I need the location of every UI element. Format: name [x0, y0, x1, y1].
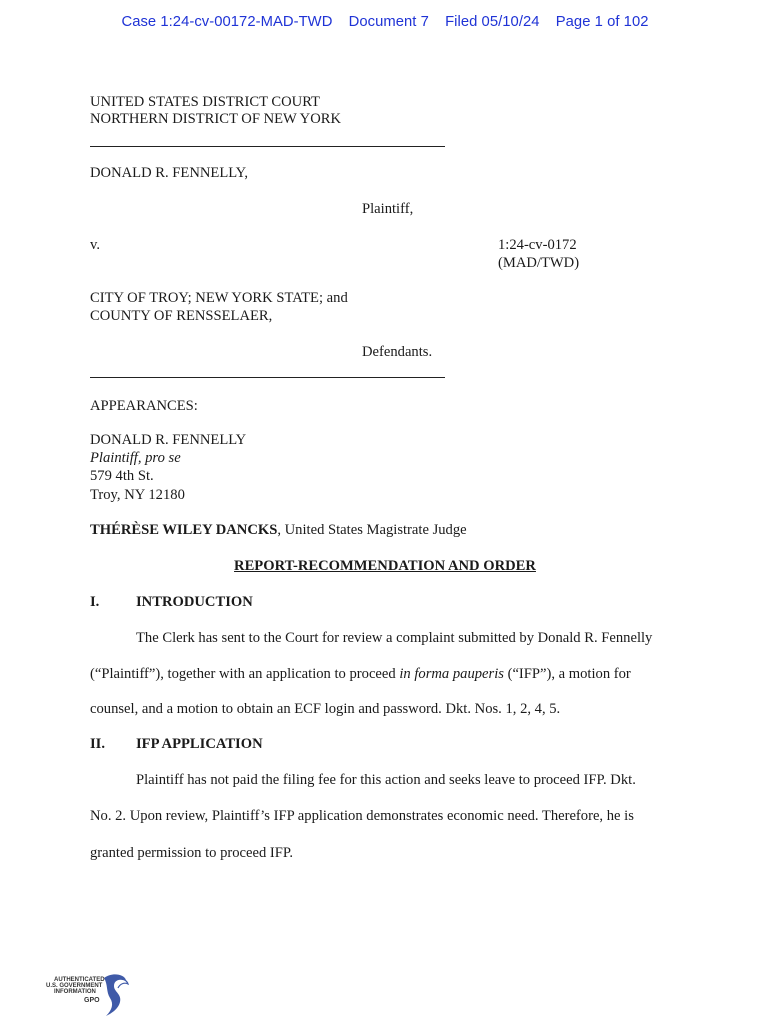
case-header — [0, 14, 770, 30]
case-number: Case 1:24-cv-00172-MAD-TWD — [121, 14, 333, 30]
case-judges-caption: (MAD/TWD) — [498, 255, 580, 271]
appearance-name: DONALD R. FENNELLY — [90, 432, 247, 448]
defendants-line2: COUNTY OF RENSSELAER, — [90, 308, 273, 324]
page-count: Page 1 of 102 — [555, 14, 649, 30]
paragraph-line — [90, 666, 631, 683]
section-number-2: II. — [90, 736, 106, 752]
logo-text: U.S. GOVERNMENT — [46, 983, 103, 989]
caption-divider-bottom — [90, 377, 445, 378]
section-heading-ifp: IFP APPLICATION — [136, 736, 263, 752]
paragraph-line: Plaintiff has not paid the filing fee for this action and seeks leave to proceed IFP. Dkt. — [136, 772, 636, 788]
defendants-role: Defendants. — [362, 344, 433, 360]
gpo-authenticated-logo — [44, 972, 134, 1022]
judge-title: , United States Magistrate Judge — [277, 522, 467, 538]
paragraph-line: No. 2. Upon review, Plaintiff’s IFP application demonstrates economic need. Therefore, he is — [90, 808, 634, 824]
caption-divider-top — [90, 146, 445, 147]
filed-date: Filed 05/10/24 — [445, 14, 540, 30]
appearance-address1: 579 4th St. — [90, 468, 154, 484]
judge-name: THÉRÈSE WILEY DANCKS — [90, 522, 278, 538]
logo-text: AUTHENTICATED — [54, 977, 105, 983]
logo-text: INFORMATION — [54, 989, 96, 995]
logo-text: GPO — [84, 997, 100, 1004]
document-title: REPORT-RECOMMENDATION AND ORDER — [234, 558, 536, 574]
court-name-line1: UNITED STATES DISTRICT COURT — [90, 94, 320, 110]
court-name-line2: NORTHERN DISTRICT OF NEW YORK — [90, 111, 342, 127]
eagle-icon — [100, 972, 130, 1018]
judge-line — [90, 522, 467, 539]
document-number: Document 7 — [348, 14, 429, 30]
appearance-address2: Troy, NY 12180 — [90, 487, 185, 503]
section-number-1: I. — [90, 594, 100, 610]
paragraph-line: granted permission to proceed IFP. — [90, 845, 294, 861]
text-run-italic: in forma pauperis — [399, 666, 504, 682]
plaintiff-role: Plaintiff, — [362, 201, 414, 217]
plaintiff-name: DONALD R. FENNELLY, — [90, 165, 248, 181]
appearances-heading: APPEARANCES: — [90, 398, 198, 414]
section-heading-introduction: INTRODUCTION — [136, 594, 253, 610]
text-run: (“IFP”), a motion for — [503, 666, 631, 682]
case-number-caption: 1:24-cv-0172 — [498, 237, 577, 253]
paragraph-line: counsel, and a motion to obtain an ECF login and password. Dkt. Nos. 1, 2, 4, 5. — [90, 701, 561, 717]
defendants-line1: CITY OF TROY; NEW YORK STATE; and — [90, 290, 348, 306]
versus: v. — [90, 237, 100, 253]
appearance-role: Plaintiff, pro se — [90, 450, 181, 466]
paragraph-line: The Clerk has sent to the Court for review a complaint submitted by Donald R. Fennelly — [136, 630, 653, 646]
text-run: (“Plaintiff”), together with an application to proceed — [90, 666, 400, 682]
